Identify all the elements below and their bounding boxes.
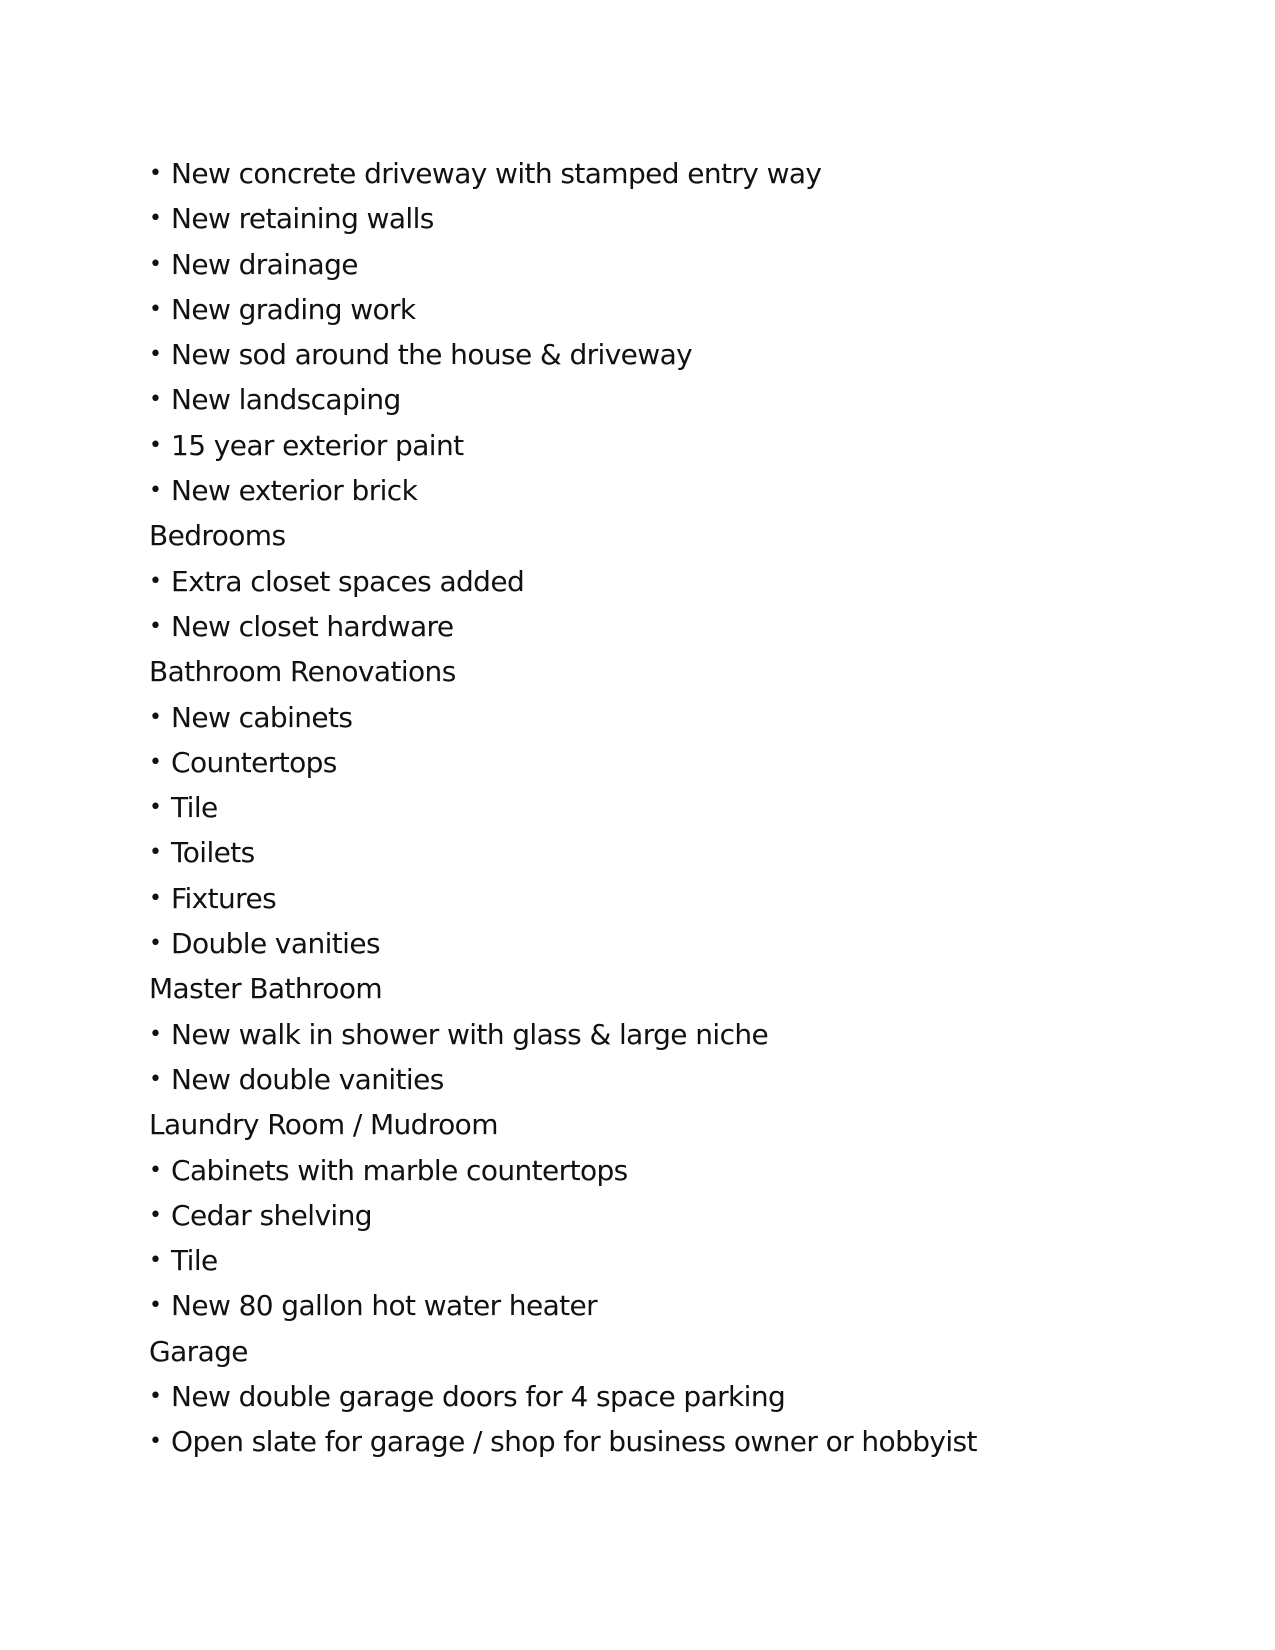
list-item <box>149 921 1169 966</box>
list-item-text: New drainage <box>171 247 358 281</box>
bullet-icon: • <box>149 161 162 186</box>
bullet-icon: • <box>149 432 162 458</box>
list-item <box>149 1374 1169 1419</box>
list-item <box>149 1057 1169 1102</box>
list-item-text: Cabinets with marble countertops <box>171 1153 628 1187</box>
list-item <box>149 1148 1169 1193</box>
bullet-icon: • <box>149 931 162 957</box>
list-item-text: New double garage doors for 4 space parking <box>171 1380 786 1414</box>
list-item <box>149 1193 1169 1238</box>
bullet-icon: • <box>149 342 162 368</box>
bullet-icon: • <box>149 1293 162 1319</box>
bullet-icon: • <box>149 1429 162 1455</box>
list-item <box>149 287 1169 332</box>
list-item-text: Open slate for garage / shop for business owner or hobbyist <box>171 1425 977 1459</box>
list-item <box>149 830 1169 875</box>
list-item-text: New 80 gallon hot water heater <box>171 1289 598 1323</box>
bullet-icon: • <box>149 296 162 322</box>
list-item <box>149 559 1169 604</box>
bullet-icon: • <box>149 1384 162 1410</box>
list-item-text: Countertops <box>171 745 337 779</box>
section-heading <box>149 649 1169 694</box>
list-item <box>149 1238 1169 1283</box>
list-item-text: Tile <box>171 791 218 825</box>
list-item-text: New sod around the house & driveway <box>171 338 693 372</box>
list-item <box>149 1012 1169 1057</box>
list-item-text: New cabinets <box>171 700 353 734</box>
list-item <box>149 785 1169 830</box>
list-item-text: Tile <box>171 1244 218 1278</box>
list-item-text: New grading work <box>171 292 416 326</box>
list-item-text: Extra closet spaces added <box>171 564 525 598</box>
list-item-text: New walk in shower with glass & large niche <box>171 1017 769 1051</box>
bullet-icon: • <box>149 1157 162 1183</box>
list-item-text: Fixtures <box>171 881 277 915</box>
bullet-icon: • <box>149 478 162 504</box>
section-heading-text: Garage <box>149 1334 248 1368</box>
bullet-icon: • <box>149 1066 162 1092</box>
list-item <box>149 242 1169 287</box>
bullet-icon: • <box>149 840 162 866</box>
section-heading <box>149 966 1169 1011</box>
list-item-text: New retaining walls <box>171 202 434 236</box>
list-item <box>149 1419 1169 1464</box>
list-item-text: Toilets <box>171 836 255 870</box>
bullet-icon: • <box>149 1248 162 1274</box>
list-item-text: New double vanities <box>171 1062 444 1096</box>
section-heading-text: Laundry Room / Mudroom <box>149 1108 498 1142</box>
list-item <box>149 740 1169 785</box>
section-heading-text: Bedrooms <box>149 519 286 553</box>
list-item <box>149 196 1169 241</box>
list-item <box>149 604 1169 649</box>
list-item-text: New landscaping <box>171 383 401 417</box>
section-heading-text: Bathroom Renovations <box>149 655 456 689</box>
bullet-icon: • <box>149 795 162 821</box>
list-item <box>149 876 1169 921</box>
list-item <box>149 1283 1169 1328</box>
bullet-icon: • <box>149 749 162 775</box>
section-heading-text: Master Bathroom <box>149 972 383 1006</box>
bullet-icon: • <box>149 206 162 232</box>
list-item <box>149 377 1169 422</box>
section-heading <box>149 513 1169 558</box>
list-item-text: New concrete driveway with stamped entry way <box>171 157 822 190</box>
bullet-icon: • <box>149 1202 162 1228</box>
list-item <box>149 468 1169 513</box>
bullet-icon: • <box>149 1021 162 1047</box>
bullet-icon: • <box>149 251 162 277</box>
bullet-icon: • <box>149 885 162 911</box>
list-item <box>149 423 1169 468</box>
renovation-list <box>149 151 1169 1465</box>
section-heading <box>149 1102 1169 1147</box>
bullet-icon: • <box>149 387 162 413</box>
list-item-text: 15 year exterior paint <box>171 428 464 462</box>
list-item <box>149 695 1169 740</box>
list-item-text: New exterior brick <box>171 474 418 508</box>
bullet-icon: • <box>149 613 162 639</box>
list-item-text: New closet hardware <box>171 609 454 643</box>
bullet-icon: • <box>149 568 162 594</box>
list-item-text: Cedar shelving <box>171 1198 372 1232</box>
bullet-icon: • <box>149 704 162 730</box>
list-item <box>149 332 1169 377</box>
list-item <box>149 151 1169 196</box>
list-item-text: Double vanities <box>171 927 380 961</box>
section-heading <box>149 1329 1169 1374</box>
